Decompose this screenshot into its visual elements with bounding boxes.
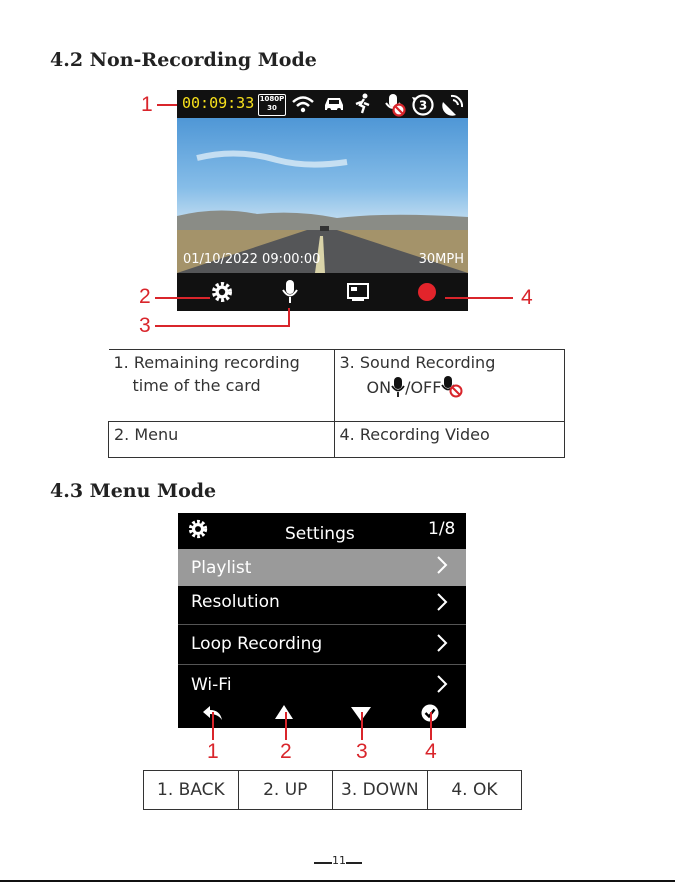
legend-table-non-recording <box>108 349 565 458</box>
chevron-right-icon <box>436 674 448 694</box>
callout-3: 3 <box>139 314 151 337</box>
wifi-icon <box>291 95 315 113</box>
remaining-time: 00:09:33 <box>182 94 255 112</box>
callout-line-back <box>212 712 214 740</box>
legend-3-line2 <box>340 376 560 398</box>
menu-item-loop-recording[interactable] <box>178 625 466 663</box>
callout-down-number: 3 <box>356 740 368 763</box>
callout-line-4 <box>445 297 513 299</box>
menu-item-label: Resolution <box>191 592 280 612</box>
menu-item-wifi[interactable] <box>178 665 466 701</box>
speed-stamp: 30MPH <box>418 252 464 267</box>
legend-1-line1: 1. Remaining recording <box>113 353 300 372</box>
menu-item-playlist[interactable] <box>178 549 466 586</box>
framerate-label: 30 <box>267 104 277 112</box>
settings-menu-screen <box>178 513 466 728</box>
legend-back: 1. BACK <box>144 771 239 810</box>
menu-item-label: Loop Recording <box>191 634 323 654</box>
legend-cell-1 <box>109 350 335 422</box>
status-bar <box>177 90 468 118</box>
callout-up-number: 2 <box>280 740 292 763</box>
callout-back-number: 1 <box>207 740 219 763</box>
callout-2: 2 <box>139 285 151 308</box>
microphone-icon[interactable] <box>281 279 299 305</box>
callout-line-1 <box>157 104 179 106</box>
callout-line-down <box>361 712 363 740</box>
date-time-stamp: 01/10/2022 09:00:00 <box>183 252 321 267</box>
mic-off-icon <box>382 93 406 117</box>
mic-off-icon <box>441 376 463 398</box>
menu-item-label: Wi-Fi <box>191 675 232 695</box>
footer-dash-left <box>314 862 332 864</box>
legend-on-label: ON <box>366 378 392 397</box>
record-button-icon[interactable] <box>417 282 437 302</box>
menu-title: Settings <box>285 524 355 544</box>
callout-line-up <box>285 712 287 740</box>
mic-on-icon <box>391 377 405 397</box>
callout-line-3-h <box>155 325 290 327</box>
resolution-icon <box>258 94 286 116</box>
chevron-right-icon <box>436 555 448 575</box>
callout-line-2 <box>155 297 210 299</box>
motion-detection-icon <box>352 93 374 115</box>
gps-satellite-icon <box>440 92 466 117</box>
loop-number: 3 <box>418 98 428 113</box>
legend-cell-4: 4. Recording Video <box>334 422 565 458</box>
chevron-right-icon <box>436 592 448 612</box>
legend-1-line2: time of the card <box>132 376 261 395</box>
settings-gear-icon[interactable] <box>210 280 234 304</box>
resolution-label: 1080P <box>259 95 285 103</box>
up-arrow-icon[interactable] <box>274 704 294 720</box>
page-bottom-border <box>0 880 675 882</box>
screen-toggle-icon[interactable] <box>347 283 369 301</box>
car-icon <box>322 95 346 113</box>
dashcam-screen <box>177 90 468 311</box>
callout-ok-number: 4 <box>425 740 437 763</box>
legend-table-menu <box>143 770 522 810</box>
legend-down: 3. DOWN <box>332 771 427 810</box>
menu-item-label: Playlist <box>191 558 252 578</box>
legend-ok: 4. OK <box>427 771 521 810</box>
chevron-right-icon <box>436 633 448 653</box>
legend-cell-3 <box>334 350 565 422</box>
page-number: 11 <box>332 854 346 867</box>
road-scene-graphic <box>177 118 468 273</box>
callout-line-3-v <box>288 308 290 327</box>
loop-recording-icon <box>411 93 435 117</box>
menu-item-resolution[interactable] <box>178 586 466 624</box>
settings-gear-icon <box>187 518 209 540</box>
legend-3-line1: 3. Sound Recording <box>339 353 496 372</box>
callout-4: 4 <box>521 286 533 309</box>
section-heading-menu-mode: 4.3 Menu Mode <box>50 480 217 502</box>
footer-dash-right <box>346 862 362 864</box>
menu-page-indicator: 1/8 <box>428 519 456 539</box>
control-bar <box>177 273 468 311</box>
section-heading-non-recording: 4.2 Non-Recording Mode <box>50 49 317 71</box>
legend-cell-2: 2. Menu <box>109 422 335 458</box>
road-scene-image <box>177 118 468 273</box>
callout-line-ok <box>430 712 432 740</box>
callout-1: 1 <box>141 93 153 116</box>
legend-off-label: /OFF <box>405 378 442 397</box>
legend-up: 2. UP <box>238 771 332 810</box>
